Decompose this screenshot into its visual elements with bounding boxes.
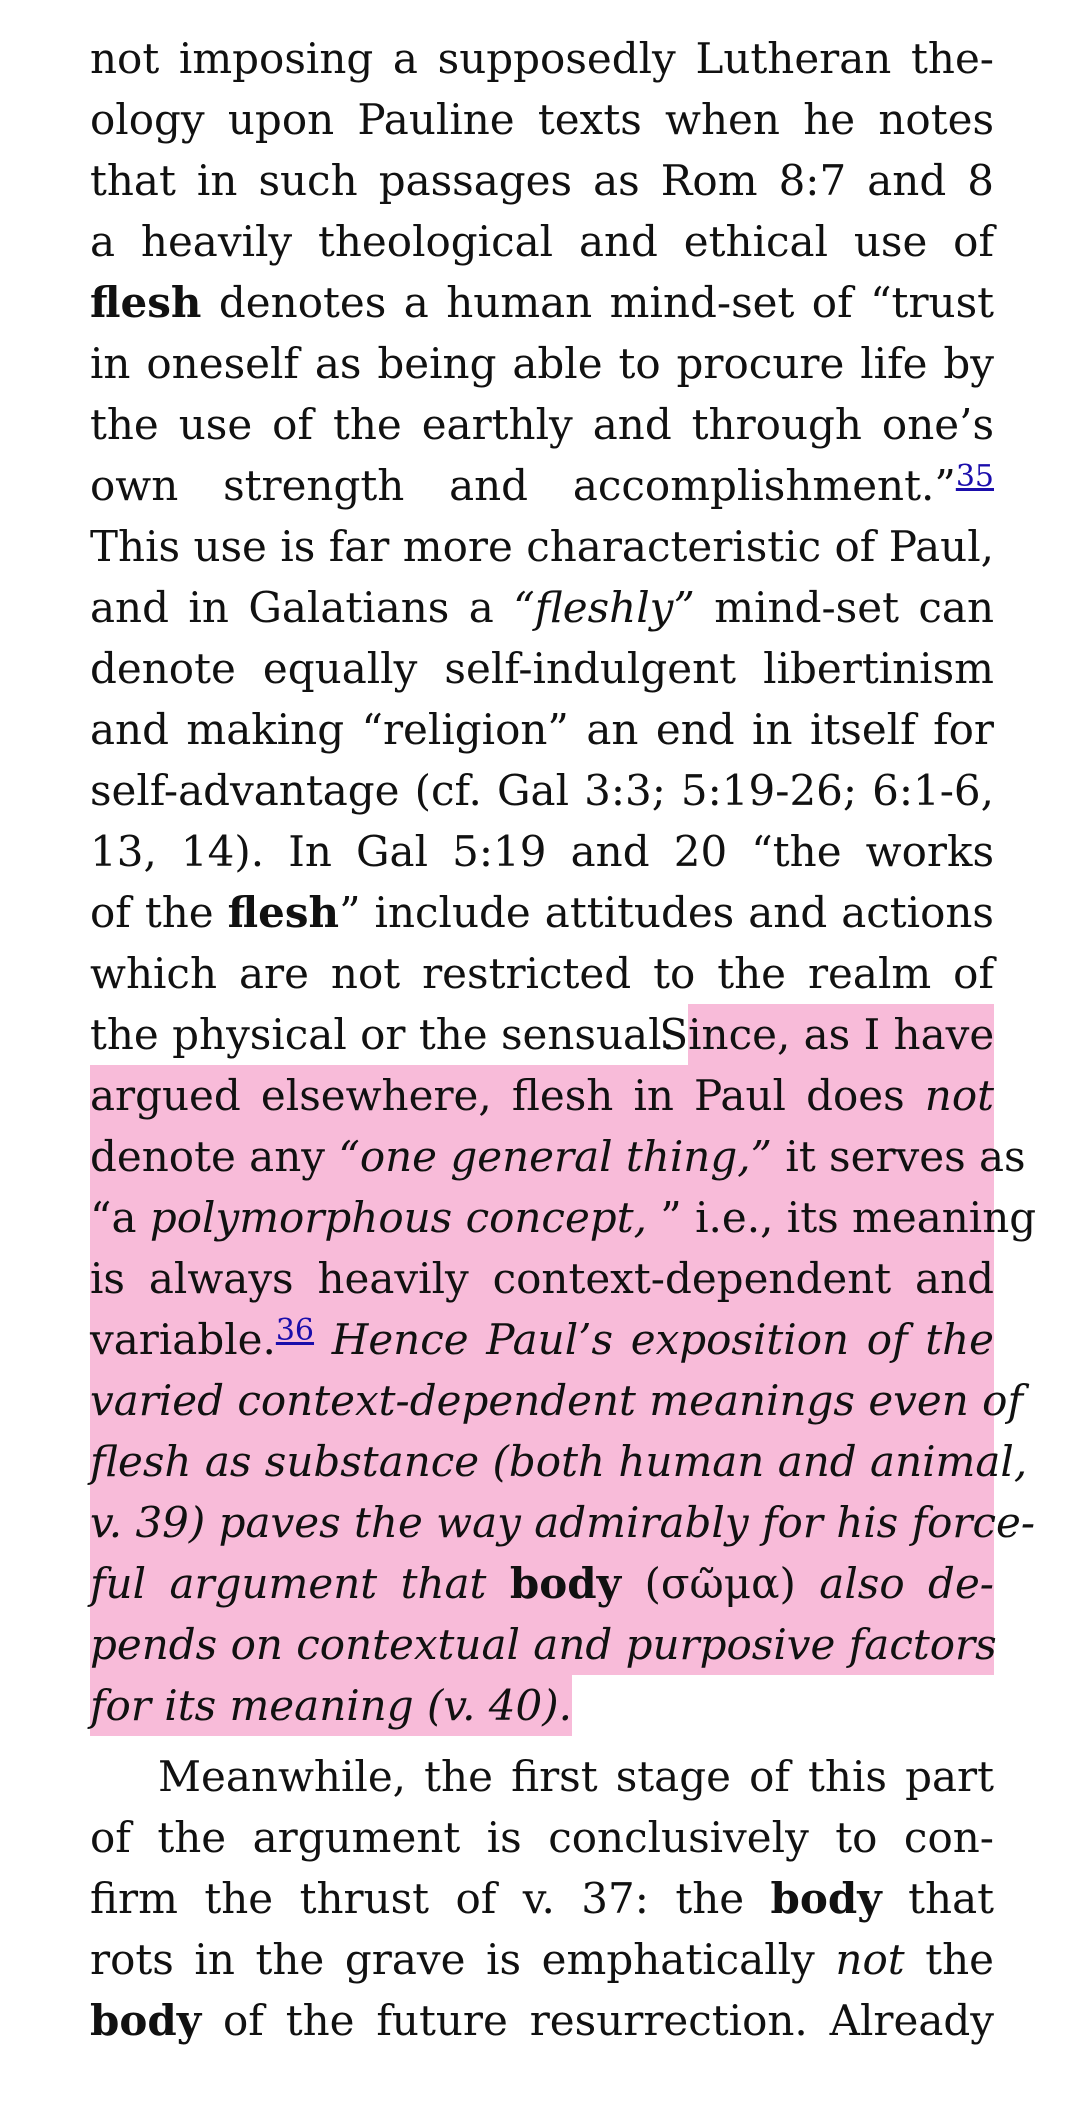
text-run: of the argument is conclusively to con- bbox=[90, 1813, 994, 1862]
text-run: the physical or the sensual. bbox=[90, 1010, 689, 1059]
text-line bbox=[90, 455, 994, 516]
bold-term-body: body bbox=[509, 1559, 622, 1608]
text-line bbox=[90, 150, 994, 211]
bold-term-flesh: flesh bbox=[90, 278, 202, 327]
text-run: the use of the earthly and through one’s bbox=[90, 400, 994, 449]
italic-run: pends on contextual and purposive factors bbox=[90, 1620, 997, 1669]
text-run: that bbox=[881, 1874, 994, 1923]
text-line bbox=[90, 333, 994, 394]
italic-run: also de- bbox=[819, 1559, 994, 1608]
highlighted-line[interactable] bbox=[90, 1492, 1036, 1553]
text-run: rots in the grave is emphatically bbox=[90, 1935, 836, 1984]
text-run: of the future resurrection. Already bbox=[201, 1996, 994, 2045]
text-run: self-advantage (cf. Gal 3:3; 5:19-26; 6:1-6, bbox=[90, 766, 994, 815]
bold-term-body: body bbox=[90, 1996, 202, 2045]
text-run: is always heavily context-dependent and bbox=[90, 1254, 994, 1303]
bold-term-flesh: flesh bbox=[227, 888, 340, 937]
footnote-link-35[interactable]: 35 bbox=[955, 459, 994, 494]
text-run: and making “religion” an end in itself for bbox=[90, 705, 994, 754]
text-line bbox=[90, 1929, 994, 1990]
text-run: and in Galatians a bbox=[90, 583, 514, 632]
highlighted-line[interactable] bbox=[90, 1309, 994, 1370]
text-line bbox=[90, 516, 994, 577]
italic-run: “one general thing,” bbox=[338, 1132, 773, 1181]
text-line bbox=[90, 28, 994, 89]
text-line bbox=[90, 1868, 994, 1929]
bold-term-body: body bbox=[770, 1874, 882, 1923]
text-line bbox=[90, 211, 994, 272]
paragraph-1 bbox=[90, 28, 1037, 1736]
italic-run: polymorphous concept, bbox=[149, 1193, 661, 1242]
text-line bbox=[90, 638, 994, 699]
text-line bbox=[90, 943, 994, 1004]
text-run: ” i.e., its meaning bbox=[660, 1193, 1037, 1242]
text-run: variable. bbox=[90, 1315, 276, 1364]
greek-term: (σῶμα) bbox=[621, 1559, 820, 1608]
highlight-span[interactable] bbox=[90, 1675, 572, 1736]
text-run: a heavily theological and ethical use of bbox=[90, 217, 994, 266]
text-run: denote any bbox=[90, 1132, 339, 1181]
text-run: own strength and accomplishment.” bbox=[90, 461, 956, 510]
text-line bbox=[90, 394, 994, 455]
highlighted-line[interactable] bbox=[90, 1187, 1037, 1248]
italic-run: not bbox=[924, 1071, 994, 1120]
paragraph-2 bbox=[90, 1746, 994, 2051]
text-run: This use is far more characteristic of Paul, bbox=[90, 522, 994, 571]
highlighted-line[interactable] bbox=[90, 1431, 1028, 1492]
text-line bbox=[90, 699, 994, 760]
text-line bbox=[90, 1746, 994, 1807]
italic-run: ful argument that bbox=[90, 1559, 510, 1608]
text-run: argued elsewhere, flesh in Paul does bbox=[90, 1071, 925, 1120]
text-run: not imposing a supposedly Lutheran the- bbox=[90, 34, 994, 83]
paragraph-gap bbox=[90, 1736, 994, 1746]
text-line bbox=[90, 760, 994, 821]
text-run: that in such passages as Rom 8:7 and 8 bbox=[90, 156, 994, 205]
highlighted-line[interactable] bbox=[90, 1614, 997, 1675]
text-run: denotes a human mind-set of “trust bbox=[201, 278, 994, 327]
text-line bbox=[90, 272, 994, 333]
italic-run: for its meaning (v. 40). bbox=[90, 1681, 572, 1730]
highlighted-line[interactable] bbox=[90, 1553, 994, 1614]
text-line bbox=[90, 1004, 994, 1065]
highlighted-line[interactable] bbox=[90, 1248, 994, 1309]
highlighted-line[interactable] bbox=[90, 1126, 1026, 1187]
italic-run: varied context-dependent meanings even of bbox=[90, 1376, 1023, 1425]
text-run: denote equally self-indulgent libertinism bbox=[90, 644, 994, 693]
text-line bbox=[90, 821, 994, 882]
text-run: ” include attitudes and actions bbox=[339, 888, 994, 937]
highlight-span[interactable] bbox=[659, 1004, 995, 1065]
italic-run: Hence Paul’s exposition of the bbox=[314, 1315, 994, 1364]
text-run: firm the thrust of v. 37: the bbox=[90, 1874, 771, 1923]
text-run: Meanwhile, the first stage of this part bbox=[158, 1752, 994, 1801]
text-run: mind-set can bbox=[694, 583, 994, 632]
highlighted-line[interactable] bbox=[90, 1065, 994, 1126]
text-line bbox=[90, 577, 994, 638]
text-line bbox=[90, 1990, 994, 2051]
text-run: in oneself as being able to procure life by bbox=[90, 339, 994, 388]
italic-run: v. 39) paves the way admirably for his force- bbox=[90, 1498, 1036, 1547]
text-run: of the bbox=[90, 888, 228, 937]
footnote-link-36[interactable]: 36 bbox=[275, 1313, 315, 1348]
reader-page bbox=[90, 28, 1037, 2051]
text-line bbox=[90, 1675, 994, 1736]
text-line bbox=[90, 89, 994, 150]
text-run: ology upon Pauline texts when he notes bbox=[90, 95, 994, 144]
highlighted-line[interactable] bbox=[90, 1370, 1023, 1431]
italic-run: flesh as substance (both human and animal, bbox=[90, 1437, 1028, 1486]
text-run: which are not restricted to the realm of bbox=[90, 949, 994, 998]
text-run: “a bbox=[90, 1193, 150, 1242]
text-line bbox=[90, 1807, 994, 1868]
highlighted-text: Since, as I have bbox=[659, 1010, 995, 1059]
text-run: 13, 14). In Gal 5:19 and 20 “the works bbox=[90, 827, 994, 876]
text-run: the bbox=[904, 1935, 994, 1984]
italic-run: not bbox=[835, 1935, 905, 1984]
text-run: it serves as bbox=[772, 1132, 1026, 1181]
text-line bbox=[90, 882, 994, 943]
italic-run: “fleshly” bbox=[513, 583, 695, 632]
